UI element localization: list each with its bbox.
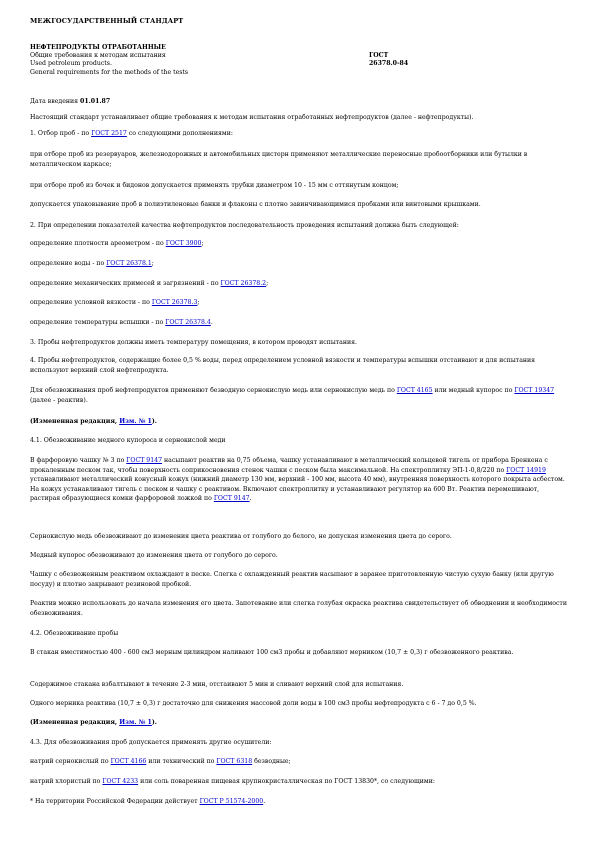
list-item bbox=[30, 259, 570, 269]
paragraph-1b: при отборе проб из бочек и бидонов допускается применять трубки диаметром 10 - 15 мм с оттянутым концом; bbox=[30, 182, 399, 189]
p1-text: 1. Отбор проб - по bbox=[30, 130, 92, 137]
paragraph-4-1a bbox=[30, 456, 570, 504]
gost-4165-link[interactable]: ГОСТ 4165 bbox=[396, 387, 433, 394]
p43b-text: натрий хлористый по bbox=[30, 778, 103, 785]
paragraph-1a: при отборе проб из резервуаров, железнодорожных и автомобильных цистерн применяют металлические переносные пробоотборники или бутылки в металлическом каркасе; bbox=[30, 151, 528, 168]
list-item-text: определение плотности ареометром - по bbox=[30, 240, 166, 247]
revision-text: (Измененная редакция, bbox=[30, 418, 120, 425]
gost-4233-link[interactable]: ГОСТ 4233 bbox=[102, 778, 139, 785]
p4b-text-mid: или медный купорос по bbox=[432, 387, 515, 394]
list-item-end: ; bbox=[197, 299, 200, 306]
p41a-text-3: устанавливают металлический конусный кожух (нижний диаметр 130 мм, верхний - 100 мм, высота 40 мм), внутренняя поверхность которого покрыта асбестом. На кожух устанавливают тигель с песком и чашку с реактивом. Включают спектроплитку и устанавливают регулятор на 600 Вт. Реактив перемешивают, растирая образующиеся комки фарфоровой ложкой по bbox=[30, 476, 565, 503]
list-item-end: ; bbox=[266, 280, 269, 287]
list-item-text: определение воды - по bbox=[30, 260, 107, 267]
paragraph-4-1b: Сернокислую медь обезвоживают до изменения цвета реактива от голубого до белого, не допуская изменения цвета до серого. bbox=[30, 533, 452, 540]
date-value: 01.01.87 bbox=[80, 98, 111, 105]
paragraph-3: 3. Пробы нефтепродуктов должны иметь температуру помещения, в котором проводят испытания. bbox=[30, 339, 357, 346]
standard-type-heading: МЕЖГОСУДАРСТВЕННЫЙ СТАНДАРТ bbox=[30, 17, 184, 25]
p41a-text-1: В фарфоровую чашку № 3 по bbox=[30, 457, 127, 464]
p43a-text-mid: или технический по bbox=[146, 758, 217, 765]
p41a-text-4: . bbox=[249, 495, 252, 503]
list-item bbox=[30, 298, 570, 308]
date-line bbox=[30, 97, 570, 107]
list-item bbox=[30, 279, 570, 289]
section-4-1-heading: 4.1. Обезвоживание медного купороса и сернокислой меди bbox=[30, 437, 226, 444]
revision-note-2 bbox=[30, 718, 570, 728]
paragraph-4-3a bbox=[30, 757, 570, 767]
gost-2517-link[interactable]: ГОСТ 2517 bbox=[91, 130, 127, 137]
paragraph-4-1d: Чашку с обезвоженным реактивом охлаждают в песке. Слегка с охлажденный реактив насыпают в заранее приготовленную чистую сухую банку (или другую посуду) и плотно закрывают резиновой пробкой. bbox=[30, 571, 554, 588]
paragraph-4-2c: Одного мерника реактива (10,7 ± 0,3) г достаточно для снижения массовой доли воды в 100 см3 пробы нефтепродукта с 6 - 7 до 0,5 %. bbox=[30, 700, 477, 707]
gost-number: 26378.0-84 bbox=[369, 60, 409, 68]
gost-26378-2-link[interactable]: ГОСТ 26378.2 bbox=[220, 280, 267, 287]
paragraph-4-1c: Медный купорос обезвоживают до изменения цвета от голубого до серого. bbox=[30, 552, 278, 559]
p43a-text-end: безводные; bbox=[252, 758, 291, 765]
p1-text-end: со следующими дополнениями: bbox=[126, 130, 233, 137]
title-line-2: Общие требования к методам испытания bbox=[30, 52, 166, 60]
gost-label: ГОСТ bbox=[369, 52, 389, 59]
revision-text-end: ). bbox=[151, 719, 157, 726]
section-4-2-heading: 4.2. Обезвоживание пробы bbox=[30, 630, 119, 637]
paragraph-4-3: 4.3. Для обезвоживания проб допускается применять другие осушители: bbox=[30, 739, 272, 746]
list-item-text: определение механических примесей и загрязнений - по bbox=[30, 280, 221, 287]
list-item-text: определение условной вязкости - по bbox=[30, 299, 152, 306]
title-line-3: Used petroleum products. bbox=[30, 60, 112, 68]
gost-26378-4-link[interactable]: ГОСТ 26378.4 bbox=[165, 319, 211, 326]
title-line-4: General requirements for the methods of the tests bbox=[30, 68, 189, 76]
revision-text: (Измененная редакция, bbox=[30, 719, 120, 726]
title-block bbox=[30, 44, 188, 77]
p4b-text: Для обезвоживания проб нефтепродуктов применяют безводную сернокислую медь или сернокислую медь по bbox=[30, 387, 397, 394]
gost-19347-link[interactable]: ГОСТ 19347 bbox=[514, 387, 555, 394]
gost-26378-3-link[interactable]: ГОСТ 26378.3 bbox=[151, 299, 198, 306]
list-item-end: ; bbox=[201, 240, 204, 247]
paragraph-4-3b bbox=[30, 777, 570, 787]
p43b-text-end: или соль поваренная пищевая крупнокристаллическая по ГОСТ 13830*, со следующими: bbox=[138, 778, 435, 785]
gost-6318-link[interactable]: ГОСТ 6318 bbox=[216, 758, 253, 765]
list-item bbox=[30, 318, 570, 328]
revision-text-end: ). bbox=[151, 418, 157, 425]
paragraph-1 bbox=[30, 129, 570, 139]
paragraph-1c: допускается упаковывание проб в полиэтиленовые банки и флаконы с плотно завинчивающимися пробками или винтовыми крышками. bbox=[30, 201, 481, 208]
paragraph-4: 4. Пробы нефтепродуктов, содержащие более 0,5 % воды, перед определением условной вязкости и температуры вспышки отстаивают и для испытания используют верхний слой нефтепродукта. bbox=[30, 357, 536, 374]
list-item-text: определение температуры вспышки - по bbox=[30, 319, 166, 326]
paragraph-4-2a: В стакан вместимостью 400 - 600 см3 мерным цилиндром наливают 100 см3 пробы и добавляют мерником (10,7 ± 0,3) г обезвоженного реактива. bbox=[30, 649, 514, 656]
paragraph-4b bbox=[30, 386, 570, 405]
amendment-1-link-2[interactable]: Изм. № 1 bbox=[119, 719, 152, 726]
gost-block bbox=[369, 52, 408, 68]
gost-9147-link[interactable]: ГОСТ 9147 bbox=[126, 457, 163, 464]
footnote-text: * На территории Российской Федерации действует bbox=[30, 798, 200, 805]
revision-note-1 bbox=[30, 417, 570, 427]
p4b-text-end: (далее - реактив). bbox=[30, 396, 88, 404]
date-label: Дата введения bbox=[30, 98, 81, 105]
footnote-text-end: . bbox=[263, 798, 266, 805]
gost-9147-link-2[interactable]: ГОСТ 9147 bbox=[213, 495, 250, 503]
paragraph-2: 2. При определении показателей качества нефтепродуктов последовательность проведения испытаний должна быть следующей: bbox=[30, 222, 459, 229]
p43a-text: натрий сернокислый по bbox=[30, 758, 111, 765]
gost-4166-link[interactable]: ГОСТ 4166 bbox=[110, 758, 147, 765]
list-item bbox=[30, 239, 570, 249]
paragraph-4-1e: Реактив можно использовать до начала изменения его цвета. Запотевание или слегка голубая окраска реактива свидетельствует об обводнении и необходимости обезвоживания. bbox=[30, 600, 567, 617]
gost-14919-link[interactable]: ГОСТ 14919 bbox=[506, 466, 546, 474]
title-line-1: НЕФТЕПРОДУКТЫ ОТРАБОТАННЫЕ bbox=[30, 44, 166, 51]
scope-paragraph: Настоящий стандарт устанавливает общие требования к методам испытания отработанных нефтепродуктов (далее - нефтепродукты). bbox=[30, 114, 474, 121]
footnote bbox=[30, 797, 570, 807]
gost-26378-1-link[interactable]: ГОСТ 26378.1 bbox=[106, 260, 152, 267]
amendment-1-link[interactable]: Изм. № 1 bbox=[119, 418, 152, 425]
list-item-end: . bbox=[210, 319, 213, 326]
gost-3900-link[interactable]: ГОСТ 3900 bbox=[165, 240, 202, 247]
gost-r-51574-link[interactable]: ГОСТ Р 51574-2000 bbox=[199, 798, 264, 805]
paragraph-4-2b: Содержимое стакана взбалтывают в течение 2-3 мин, отстаивают 5 мин и сливают верхний слой для испытания. bbox=[30, 681, 404, 688]
p41a-text-2: насыпают реактив на 0,75 объема, чашку устанавливают в металлический кольцевой тигель от прибора Бренкена с прокаленным песком так, чтобы поверхность соприкосновения стенок чашки с песком была максимальной. На спектроплитку ЭП-1-0,8/220 по bbox=[30, 457, 548, 474]
list-item-end: ; bbox=[151, 260, 154, 267]
